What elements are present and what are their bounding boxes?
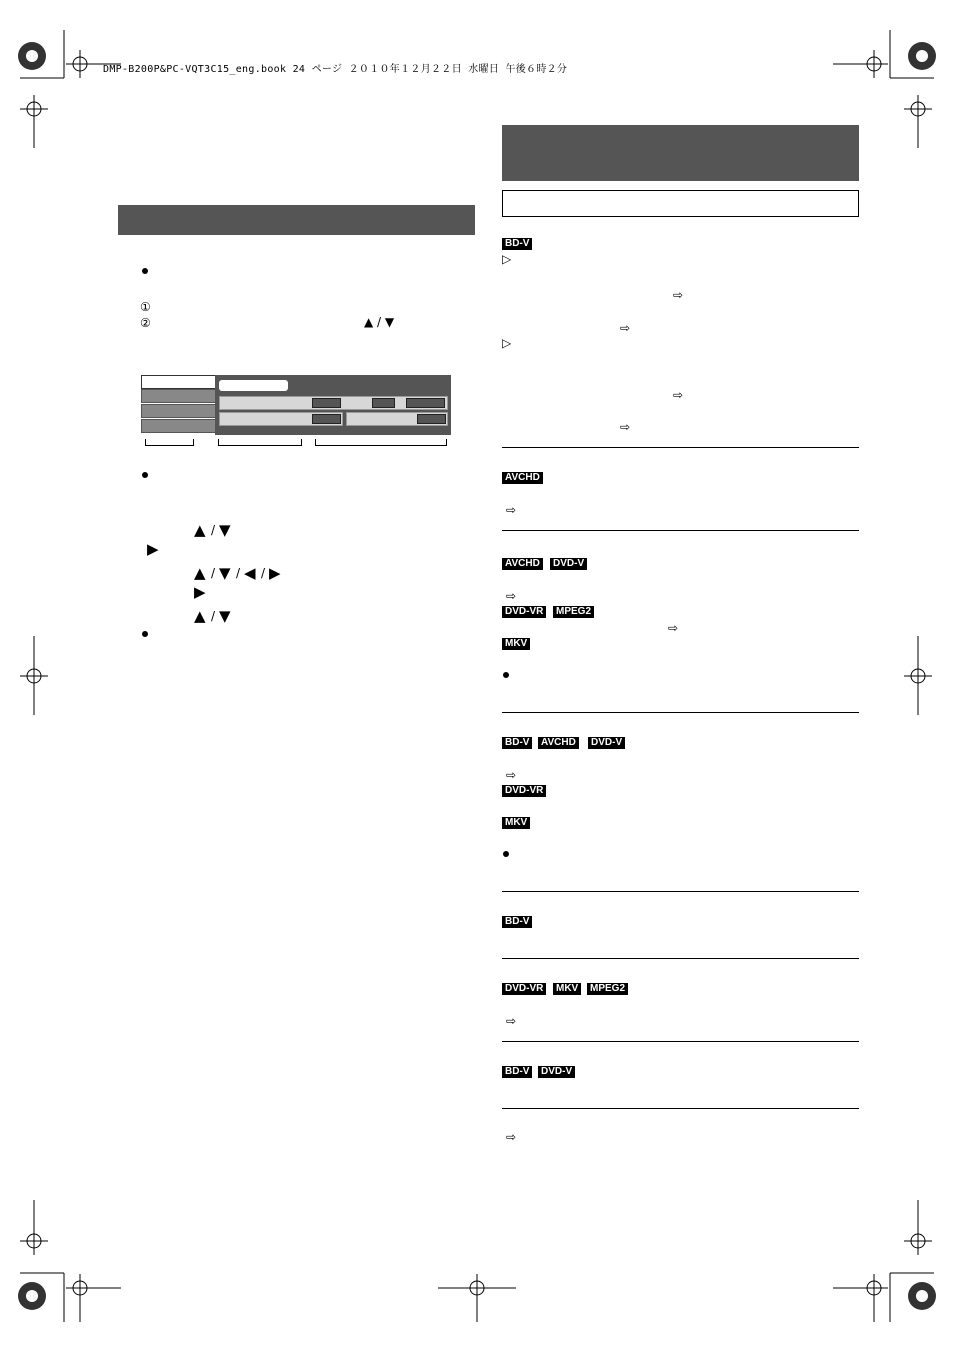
disc-tag-dvd-vr: DVD-VR [502, 785, 546, 797]
slash: / [236, 566, 241, 580]
disc-tag-mkv: MKV [502, 817, 530, 829]
callout-bracket [315, 439, 447, 446]
left-arrow-icon: ◀ [244, 564, 256, 582]
reference-arrow-icon: ⇨ [506, 768, 517, 782]
bullet [503, 672, 509, 678]
disc-tag-mkv: MKV [553, 983, 581, 995]
disc-tag-avchd: AVCHD [538, 737, 579, 749]
slash: / [211, 609, 216, 623]
menu-row [219, 396, 448, 410]
up-arrow-icon: ▲ [194, 564, 206, 582]
disc-tag-dvd-vr: DVD-VR [502, 983, 546, 995]
separator-line [502, 958, 859, 959]
right-arrow-icon: ▶ [269, 564, 281, 582]
menu-title-chip [219, 380, 288, 391]
color-bar-sunburst-icon [18, 42, 46, 70]
section-heading-band [118, 205, 475, 235]
separator-line [502, 891, 859, 892]
disc-tag-mkv: MKV [502, 638, 530, 650]
right-arrow-icon: ▶ [194, 583, 206, 601]
menu-tab [141, 419, 216, 433]
open-triangle-icon: ▷ [502, 336, 512, 350]
separator-line [502, 1108, 859, 1109]
disc-tag-dvd-v: DVD-V [538, 1066, 575, 1078]
up-down-arrows-icon: ▲ / ▼ [364, 315, 395, 329]
down-arrow-icon: ▼ [219, 607, 231, 625]
slash: / [211, 566, 216, 580]
bullet [142, 631, 148, 637]
disc-tag-mpeg2: MPEG2 [587, 983, 628, 995]
reference-arrow-icon: ⇨ [620, 420, 631, 434]
reference-arrow-icon: ⇨ [506, 1014, 517, 1028]
separator-line [502, 530, 859, 531]
onscreen-menu-illustration [141, 375, 451, 435]
step-number-1: ① [140, 300, 151, 314]
disc-tag-bd-v: BD-V [502, 238, 532, 250]
separator-line [502, 447, 859, 448]
menu-tab [141, 375, 216, 389]
menu-row [219, 412, 343, 426]
disc-tag-bd-v: BD-V [502, 737, 532, 749]
print-header: DMP-B200P&PC-VQT3C15_eng.book 24 ページ ２０１０年１２月２２日 水曜日 午後６時２分 [103, 64, 568, 75]
disc-tag-dvd-v: DVD-V [588, 737, 625, 749]
down-arrow-icon: ▼ [219, 521, 231, 539]
reference-arrow-icon: ⇨ [506, 589, 517, 603]
up-arrow-icon: ▲ [194, 607, 206, 625]
disc-tag-avchd: AVCHD [502, 472, 543, 484]
subheading-box [502, 190, 859, 217]
bullet [142, 472, 148, 478]
callout-bracket [218, 439, 302, 446]
disc-tag-bd-v: BD-V [502, 1066, 532, 1078]
reference-arrow-icon: ⇨ [673, 388, 684, 402]
menu-tab [141, 389, 216, 403]
reference-arrow-icon: ⇨ [673, 288, 684, 302]
color-bar-sunburst-icon [18, 1282, 46, 1310]
slash: / [211, 523, 216, 537]
disc-tag-bd-v: BD-V [502, 916, 532, 928]
menu-tab [141, 404, 216, 418]
reference-arrow-icon: ⇨ [620, 321, 631, 335]
section-heading-band [502, 125, 859, 181]
separator-line [502, 712, 859, 713]
step-number-2: ② [140, 316, 151, 330]
slash: / [261, 566, 266, 580]
disc-tag-avchd: AVCHD [502, 558, 543, 570]
separator-line [502, 1041, 859, 1042]
callout-bracket [145, 439, 194, 446]
disc-tag-mpeg2: MPEG2 [553, 606, 594, 618]
menu-row [346, 412, 448, 426]
down-arrow-icon: ▼ [219, 564, 231, 582]
disc-tag-dvd-v: DVD-V [550, 558, 587, 570]
menu-panel [215, 375, 451, 435]
reference-arrow-icon: ⇨ [506, 1130, 517, 1144]
open-triangle-icon: ▷ [502, 252, 512, 266]
color-bar-sunburst-icon [908, 42, 936, 70]
reference-arrow-icon: ⇨ [506, 503, 517, 517]
disc-tag-dvd-vr: DVD-VR [502, 606, 546, 618]
up-arrow-icon: ▲ [194, 521, 206, 539]
color-bar-sunburst-icon [908, 1282, 936, 1310]
right-arrow-icon: ▶ [147, 540, 159, 558]
reference-arrow-icon: ⇨ [668, 621, 679, 635]
bullet [142, 268, 148, 274]
bullet [503, 851, 509, 857]
